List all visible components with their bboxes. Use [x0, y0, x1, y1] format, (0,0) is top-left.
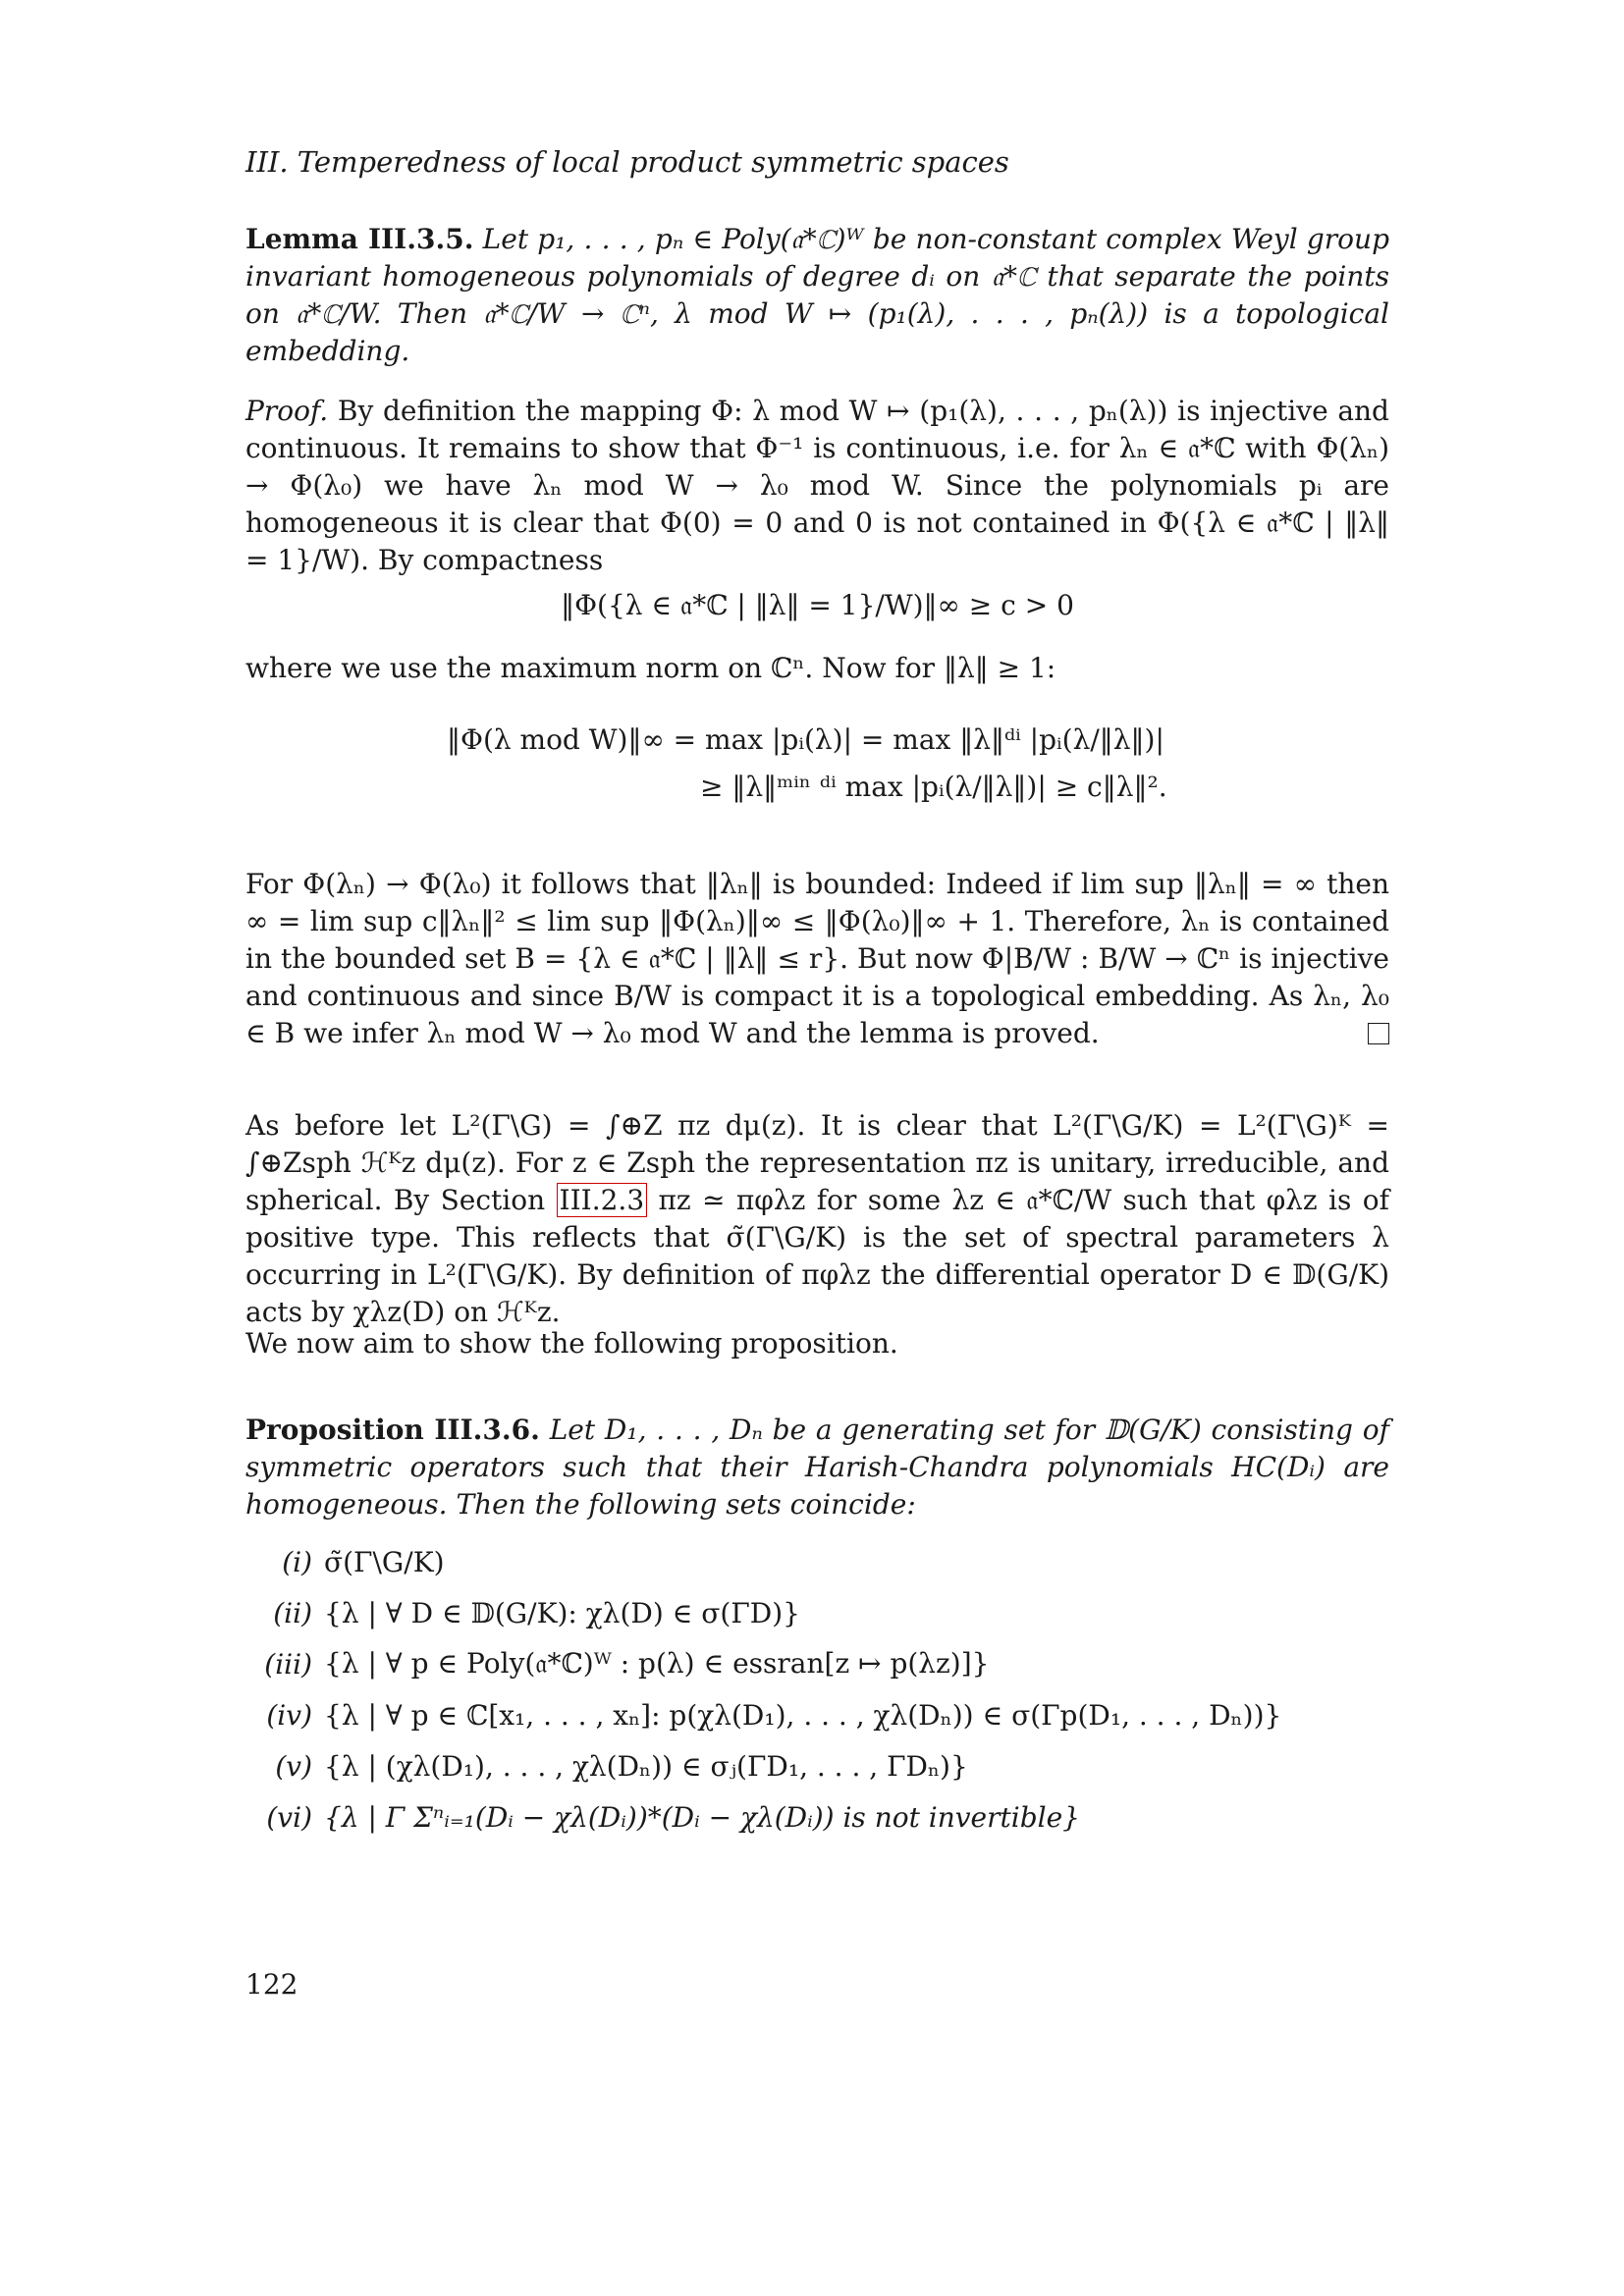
section-link[interactable]: III.2.3: [557, 1183, 648, 1217]
proposition: [245, 1412, 1389, 1523]
equation-estimate-line-1: ‖Φ(λ mod W)‖∞ = max |pᵢ(λ)| = max ‖λ‖ᵈⁱ |pᵢ(λ/‖λ‖)|: [447, 723, 1164, 756]
item-text: {λ | (χλ(D₁), . . . , χλ(Dₙ)) ∈ σⱼ(ΓD₁, . . . , ΓDₙ)}: [324, 1749, 968, 1783]
item-text: {λ | ∀ p ∈ ℂ[x₁, . . . , xₙ]: p(χλ(D₁), . . . , χλ(Dₙ)) ∈ σ(Γp(D₁, . . . , Dₙ))}: [324, 1698, 1282, 1732]
list-item: [255, 1587, 1389, 1638]
proof-paragraph-1: [245, 393, 1389, 579]
item-text: {λ | ∀ D ∈ 𝔻(G/K): χλ(D) ∈ σ(ΓD)}: [324, 1596, 800, 1629]
proposition-label: Proposition III.3.6.: [245, 1414, 540, 1446]
equation-estimate-line-2: ≥ ‖λ‖ᵐⁱⁿ ᵈⁱ max |pᵢ(λ/‖λ‖)| ≥ c‖λ‖².: [700, 771, 1167, 803]
proof-text-1: By definition the mapping Φ: λ mod W ↦ (p₁(λ), . . . , pₙ(λ)) is injective and continuous. It remains to show that Φ⁻¹ is continuous, i.e. for λₙ ∈ 𝔞*ℂ with Φ(λₙ) → Φ(λ₀) we have λₙ mod W → λ₀ mod W. Since the polynomials pᵢ are homogeneous it is clear that Φ(0) = 0 and 0 is not contained in Φ({λ ∈ 𝔞*ℂ | ‖λ‖ = 1}/W). By compactness: [245, 395, 1389, 576]
item-label: (iii): [264, 1647, 312, 1681]
list-item: [255, 1740, 1389, 1791]
discussion-text-b: πz ≃ πφλz for some λz ∈ 𝔞*ℂ/W such that φλz is of positive type. This reflects that σ̃(Γ\G/K) is the set of spectral parameters λ occurring in L²(Γ\G/K). By definition of πφλz the differential operator D ∈ 𝔻(G/K) acts by χλz(D) on ℋᴷz.: [245, 1184, 1389, 1328]
list-item: [255, 1791, 1389, 1842]
item-label: (ii): [273, 1596, 312, 1629]
proof-paragraph-2: where we use the maximum norm on ℂⁿ. Now for ‖λ‖ ≥ 1:: [245, 652, 1056, 684]
item-label: (vi): [266, 1800, 312, 1834]
proposition-statement: Let D₁, . . . , Dₙ be a generating set for 𝔻(G/K) consisting of symmetric operators such that their Harish-Chandra polynomials HC(Dᵢ) are homogeneous. Then the following sets coincide:: [245, 1414, 1389, 1521]
proposition-list: [255, 1536, 1389, 1842]
item-text: {λ | Γ Σⁿᵢ₌₁(Dᵢ − χλ(Dᵢ))*(Dᵢ − χλ(Dᵢ)) is not invertible}: [324, 1800, 1080, 1834]
item-label: (i): [282, 1545, 312, 1578]
proof-label: Proof.: [245, 395, 329, 427]
qed-icon: [1368, 1023, 1389, 1044]
item-label: (iv): [266, 1698, 312, 1732]
item-text: {λ | ∀ p ∈ Poly(𝔞*ℂ)ᵂ : p(λ) ∈ essran[z ↦ p(λz)]}: [324, 1647, 990, 1680]
page: [245, 0, 1389, 2296]
equation-estimate: [245, 721, 1389, 806]
list-item: [255, 1536, 1389, 1587]
page-number: 122: [245, 1968, 298, 2001]
equation-compactness: ‖Φ({λ ∈ 𝔞*ℂ | ‖λ‖ = 1}/W)‖∞ ≥ c > 0: [561, 589, 1074, 621]
lemma-label: Lemma III.3.5.: [245, 223, 474, 255]
proof-paragraph-3: [245, 866, 1389, 1052]
discussion-text-a: As before let L²(Γ\G) = ∫⊕Z πz dμ(z). It is clear that L²(Γ\G/K) = L²(Γ\G)ᴷ = ∫⊕Zsph ℋᴷz dμ(z). For z ∈ Zsph the representation πz is unitary, irreducible, and spherical. By Section: [245, 1109, 1389, 1216]
list-item: [255, 1638, 1389, 1689]
item-label: (v): [275, 1749, 312, 1783]
lemma-statement: Let p₁, . . . , pₙ ∈ Poly(𝔞*ℂ)ᵂ be non-constant complex Weyl group invariant homogeneous polynomials of degree dᵢ on 𝔞*ℂ that separate the points on 𝔞*ℂ/W. Then 𝔞*ℂ/W → ℂⁿ, λ mod W ↦ (p₁(λ), . . . , pₙ(λ)) is a topological embedding.: [245, 223, 1389, 367]
discussion-paragraph-2: We now aim to show the following proposition.: [245, 1327, 898, 1360]
list-item: [255, 1689, 1389, 1740]
item-text: σ̃(Γ\G/K): [324, 1545, 445, 1578]
lemma: [245, 221, 1389, 370]
discussion-paragraph-1: [245, 1107, 1389, 1331]
proof-text-3: For Φ(λₙ) → Φ(λ₀) it follows that ‖λₙ‖ is bounded: Indeed if lim sup ‖λₙ‖ = ∞ then ∞ = lim sup c‖λₙ‖² ≤ lim sup ‖Φ(λₙ)‖∞ ≤ ‖Φ(λ₀)‖∞ + 1. Therefore, λₙ is contained in the bounded set B = {λ ∈ 𝔞*ℂ | ‖λ‖ ≤ r}. But now Φ|B/W : B/W → ℂⁿ is injective and continuous and since B/W is compact it is a topological embedding. As λₙ, λ₀ ∈ B we infer λₙ mod W → λ₀ mod W and the lemma is proved.: [245, 868, 1389, 1049]
running-title: III. Temperedness of local product symmetric spaces: [245, 145, 1009, 179]
